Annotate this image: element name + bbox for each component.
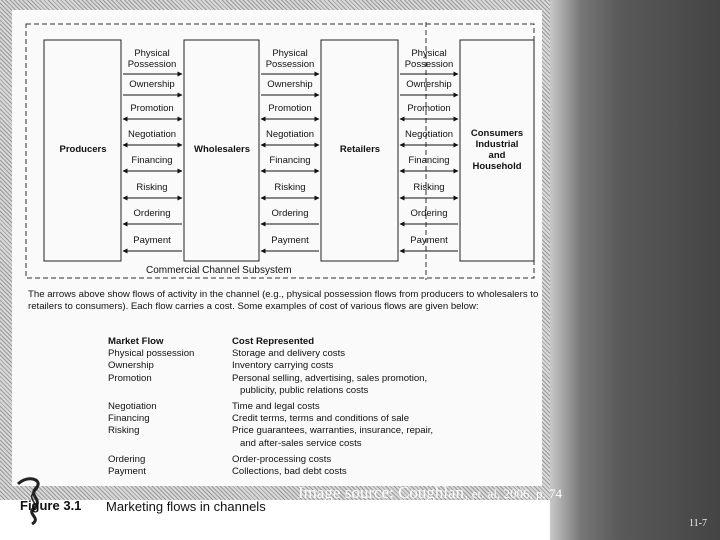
flow-label — [112, 129, 192, 140]
flow-cell: Ordering — [108, 453, 146, 465]
cost-cell: and after-sales service costs — [240, 437, 362, 449]
consumers-label — [462, 128, 532, 172]
flow-label — [250, 155, 330, 166]
flow-label-line: Possession — [404, 59, 454, 70]
flow-label-line: Ordering — [133, 208, 171, 219]
flow-label-line: Financing — [269, 155, 311, 166]
market-flow-header: Market Flow — [108, 336, 164, 347]
flow-label-line: Negotiation — [265, 129, 315, 140]
flow-label-line: Negotiation — [404, 129, 454, 140]
image-source-credit — [298, 483, 562, 503]
cost-cell: Order-processing costs — [232, 453, 332, 465]
flow-column — [108, 336, 194, 478]
cost-header: Cost Represented — [232, 336, 315, 347]
flow-label — [250, 182, 330, 193]
wholesalers-label: Wholesalers — [194, 144, 250, 155]
flow-label-line: Payment — [133, 235, 171, 246]
flow-label-line: Negotiation — [127, 129, 177, 140]
cost-cell: Credit terms, terms and conditions of sale — [232, 413, 410, 425]
flow-label — [112, 208, 192, 219]
flow-label — [112, 103, 192, 114]
flow-cell: Risking — [108, 425, 140, 437]
flow-label — [112, 48, 192, 70]
cost-cell: publicity, public relations costs — [240, 384, 369, 396]
flow-label — [389, 103, 469, 114]
flow-label — [250, 79, 330, 90]
source-main-text: Image source: Coughlan, — [298, 483, 469, 502]
flow-label-line: Ordering — [271, 208, 309, 219]
flow-label-line: Physical — [411, 48, 447, 59]
flow-label — [389, 48, 469, 70]
subsystem-label: Commercial Channel Subsystem — [146, 265, 292, 276]
flow-cell: Negotiation — [108, 400, 157, 412]
flow-label-line: Physical — [134, 48, 170, 59]
flow-label — [250, 103, 330, 114]
flow-cell: Physical possession — [108, 348, 195, 360]
flow-label-line: Promotion — [130, 103, 174, 114]
flow-cell: Payment — [108, 465, 146, 477]
flow-label-line: Possession — [265, 59, 315, 70]
flow-label — [389, 79, 469, 90]
source-citation-text: et. al, 2006, p. 74 — [468, 486, 562, 501]
figure-label: Figure 3.1 — [20, 498, 82, 513]
consumers-line: Industrial — [475, 139, 519, 150]
figure-caption: Marketing flows in channels — [106, 499, 266, 514]
flow-label-line: Promotion — [407, 103, 451, 114]
flow-label — [250, 208, 330, 219]
flow-label — [389, 129, 469, 140]
flow-label-line: Risking — [274, 182, 306, 193]
flow-label — [112, 155, 192, 166]
flow-label-line: Payment — [410, 235, 448, 246]
flow-label — [389, 235, 469, 246]
flow-label-line: Financing — [408, 155, 450, 166]
flow-label — [389, 155, 469, 166]
cost-cell: Inventory carrying costs — [232, 360, 334, 372]
slide-number: 11-7 — [689, 518, 707, 529]
consumers-line: Household — [472, 161, 522, 172]
flow-label — [250, 129, 330, 140]
flow-label-line: Possession — [127, 59, 177, 70]
figure-note: The arrows above show flows of activity in the channel (e.g., physical possession flows from producers to wholesalers to retailers to consumers). Each flow carries a cost. Some examples of cost of various flows are given below: — [28, 289, 539, 312]
cost-cell: Collections, bad debt costs — [232, 465, 347, 477]
consumers-line: and — [488, 150, 506, 161]
flow-label-line: Ordering — [410, 208, 448, 219]
flow-cell: Financing — [108, 413, 150, 425]
cost-column — [232, 336, 433, 478]
flow-label-line: Risking — [136, 182, 168, 193]
flow-cell: Ownership — [108, 360, 154, 372]
flow-label — [112, 182, 192, 193]
flow-label-line: Ownership — [129, 79, 175, 90]
flow-label — [389, 182, 469, 193]
consumers-line: Consumers — [470, 128, 524, 139]
flow-label-line: Promotion — [268, 103, 312, 114]
retailers-label: Retailers — [339, 144, 381, 155]
cost-cell: Storage and delivery costs — [232, 348, 346, 360]
cost-cell: Price guarantees, warranties, insurance, repair, — [232, 425, 434, 437]
flow-label — [112, 79, 192, 90]
flow-label-line: Payment — [271, 235, 309, 246]
flow-label — [112, 235, 192, 246]
flow-cell: Promotion — [108, 372, 152, 384]
producers-label: Producers — [59, 144, 107, 155]
flow-label — [250, 48, 330, 70]
flow-label-line: Physical — [272, 48, 308, 59]
cost-cell: Time and legal costs — [232, 400, 320, 412]
flow-label-line: Financing — [131, 155, 173, 166]
cost-cell: Personal selling, advertising, sales promotion, — [232, 372, 428, 384]
flow-label-line: Ownership — [267, 79, 313, 90]
flow-label-line: Risking — [413, 182, 445, 193]
flow-label — [389, 208, 469, 219]
flow-label — [250, 235, 330, 246]
flow-label-line: Ownership — [406, 79, 452, 90]
